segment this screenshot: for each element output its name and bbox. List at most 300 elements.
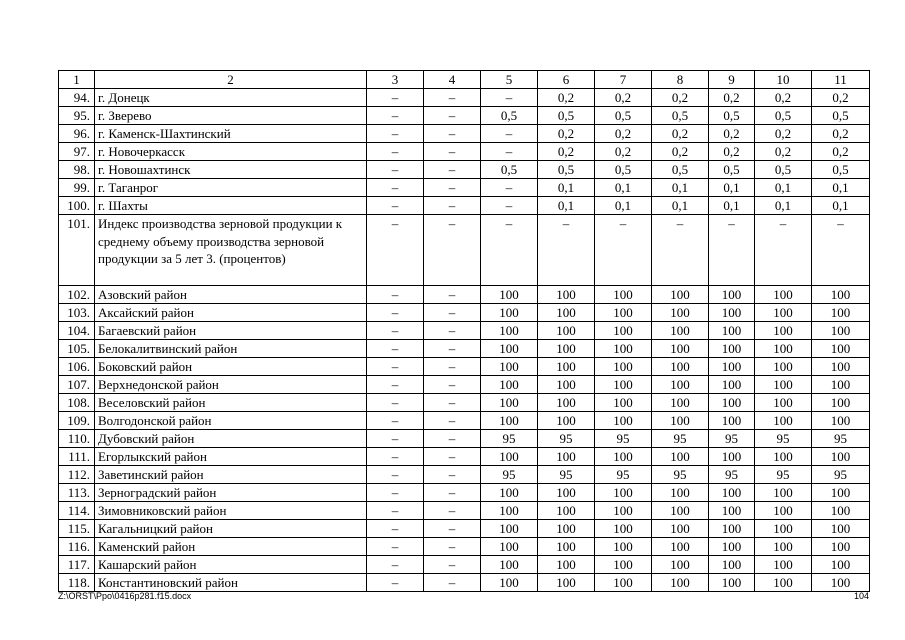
value-cell: – bbox=[424, 107, 481, 125]
value-cell: 100 bbox=[755, 376, 812, 394]
value-cell: – bbox=[424, 215, 481, 286]
table-row bbox=[59, 466, 870, 484]
value-cell: 100 bbox=[709, 520, 755, 538]
value-cell: – bbox=[481, 215, 538, 286]
value-cell: 100 bbox=[709, 412, 755, 430]
value-cell: 0,2 bbox=[812, 143, 870, 161]
value-cell: – bbox=[367, 466, 424, 484]
value-cell: 0,5 bbox=[595, 161, 652, 179]
table-row bbox=[59, 502, 870, 520]
row-number-cell: 118. bbox=[59, 574, 95, 592]
value-cell: – bbox=[367, 107, 424, 125]
table-row bbox=[59, 340, 870, 358]
row-number-cell: 104. bbox=[59, 322, 95, 340]
value-cell: 0,2 bbox=[652, 125, 709, 143]
value-cell: – bbox=[424, 89, 481, 107]
value-cell: – bbox=[424, 538, 481, 556]
value-cell: 0,2 bbox=[755, 89, 812, 107]
value-cell: 100 bbox=[538, 520, 595, 538]
row-name-cell: Верхнедонской район bbox=[95, 376, 367, 394]
value-cell: 100 bbox=[595, 502, 652, 520]
value-cell: 0,1 bbox=[538, 197, 595, 215]
value-cell: 100 bbox=[481, 448, 538, 466]
value-cell: 100 bbox=[755, 538, 812, 556]
value-cell: – bbox=[367, 304, 424, 322]
row-name-cell: Зимовниковский район bbox=[95, 502, 367, 520]
value-cell: 100 bbox=[652, 322, 709, 340]
value-cell: 95 bbox=[812, 430, 870, 448]
value-cell: 0,1 bbox=[812, 179, 870, 197]
value-cell: 100 bbox=[481, 340, 538, 358]
row-number-cell: 103. bbox=[59, 304, 95, 322]
value-cell: 0,5 bbox=[812, 107, 870, 125]
row-number-cell: 108. bbox=[59, 394, 95, 412]
row-name-cell: г. Зверево bbox=[95, 107, 367, 125]
row-name-cell: Каменский район bbox=[95, 538, 367, 556]
value-cell: 95 bbox=[481, 466, 538, 484]
row-name-cell: Азовский район bbox=[95, 286, 367, 304]
value-cell: – bbox=[367, 394, 424, 412]
value-cell: 100 bbox=[812, 448, 870, 466]
row-number-cell: 109. bbox=[59, 412, 95, 430]
value-cell: 100 bbox=[709, 484, 755, 502]
value-cell: 100 bbox=[595, 448, 652, 466]
value-cell: 0,1 bbox=[709, 197, 755, 215]
value-cell: 0,2 bbox=[709, 89, 755, 107]
value-cell: 100 bbox=[652, 556, 709, 574]
value-cell: 95 bbox=[709, 466, 755, 484]
value-cell: 100 bbox=[709, 556, 755, 574]
value-cell: – bbox=[538, 215, 595, 286]
value-cell: 100 bbox=[709, 394, 755, 412]
table-row bbox=[59, 448, 870, 466]
value-cell: – bbox=[367, 520, 424, 538]
column-header: 7 bbox=[595, 71, 652, 89]
row-number-cell: 117. bbox=[59, 556, 95, 574]
value-cell: 100 bbox=[709, 322, 755, 340]
row-name-cell: Боковский район bbox=[95, 358, 367, 376]
value-cell: 0,2 bbox=[595, 89, 652, 107]
value-cell: 100 bbox=[812, 502, 870, 520]
row-number-cell: 102. bbox=[59, 286, 95, 304]
value-cell: 100 bbox=[481, 286, 538, 304]
value-cell: 100 bbox=[755, 574, 812, 592]
value-cell: 100 bbox=[709, 358, 755, 376]
value-cell: 100 bbox=[538, 394, 595, 412]
value-cell: 100 bbox=[652, 574, 709, 592]
row-name-cell: Багаевский район bbox=[95, 322, 367, 340]
value-cell: 0,5 bbox=[595, 107, 652, 125]
value-cell: – bbox=[367, 197, 424, 215]
value-cell: – bbox=[424, 394, 481, 412]
table-row bbox=[59, 574, 870, 592]
table-row bbox=[59, 520, 870, 538]
row-number-cell: 116. bbox=[59, 538, 95, 556]
value-cell: 0,2 bbox=[709, 143, 755, 161]
table-row bbox=[59, 538, 870, 556]
value-cell: – bbox=[481, 143, 538, 161]
value-cell: – bbox=[709, 215, 755, 286]
value-cell: – bbox=[424, 304, 481, 322]
value-cell: 0,1 bbox=[755, 179, 812, 197]
value-cell: 95 bbox=[595, 430, 652, 448]
value-cell: 100 bbox=[755, 484, 812, 502]
value-cell: 0,2 bbox=[538, 125, 595, 143]
value-cell: 95 bbox=[709, 430, 755, 448]
value-cell: 0,2 bbox=[595, 143, 652, 161]
row-name-cell: Белокалитвинский район bbox=[95, 340, 367, 358]
column-header: 1 bbox=[59, 71, 95, 89]
value-cell: 100 bbox=[538, 556, 595, 574]
value-cell: 0,1 bbox=[595, 179, 652, 197]
value-cell: 100 bbox=[812, 556, 870, 574]
value-cell: 100 bbox=[595, 412, 652, 430]
value-cell: 100 bbox=[812, 358, 870, 376]
value-cell: 100 bbox=[595, 340, 652, 358]
value-cell: 100 bbox=[755, 340, 812, 358]
value-cell: – bbox=[367, 215, 424, 286]
value-cell: 100 bbox=[595, 394, 652, 412]
value-cell: – bbox=[367, 430, 424, 448]
value-cell: 100 bbox=[709, 286, 755, 304]
row-number-cell: 106. bbox=[59, 358, 95, 376]
data-table bbox=[58, 70, 870, 592]
value-cell: – bbox=[424, 502, 481, 520]
value-cell: 100 bbox=[755, 304, 812, 322]
table-row bbox=[59, 556, 870, 574]
value-cell: 100 bbox=[755, 556, 812, 574]
table-body bbox=[59, 89, 870, 592]
value-cell: – bbox=[367, 574, 424, 592]
value-cell: 100 bbox=[595, 538, 652, 556]
table-row bbox=[59, 484, 870, 502]
row-name-cell: Заветинский район bbox=[95, 466, 367, 484]
value-cell: 100 bbox=[538, 412, 595, 430]
value-cell: – bbox=[424, 143, 481, 161]
table-row bbox=[59, 161, 870, 179]
value-cell: 95 bbox=[595, 466, 652, 484]
value-cell: 100 bbox=[538, 304, 595, 322]
value-cell: 100 bbox=[595, 286, 652, 304]
value-cell: 100 bbox=[709, 538, 755, 556]
column-header: 3 bbox=[367, 71, 424, 89]
value-cell: – bbox=[424, 556, 481, 574]
column-header: 11 bbox=[812, 71, 870, 89]
value-cell: 100 bbox=[595, 304, 652, 322]
value-cell: 100 bbox=[652, 358, 709, 376]
value-cell: – bbox=[755, 215, 812, 286]
row-number-cell: 107. bbox=[59, 376, 95, 394]
table-row bbox=[59, 197, 870, 215]
value-cell: 100 bbox=[538, 358, 595, 376]
value-cell: 0,1 bbox=[652, 179, 709, 197]
value-cell: 0,1 bbox=[812, 197, 870, 215]
value-cell: 100 bbox=[812, 520, 870, 538]
value-cell: – bbox=[812, 215, 870, 286]
value-cell: 0,2 bbox=[755, 143, 812, 161]
value-cell: 0,5 bbox=[709, 107, 755, 125]
value-cell: 0,5 bbox=[755, 161, 812, 179]
row-number-cell: 95. bbox=[59, 107, 95, 125]
value-cell: 100 bbox=[481, 304, 538, 322]
value-cell: 100 bbox=[755, 412, 812, 430]
value-cell: – bbox=[424, 125, 481, 143]
value-cell: 95 bbox=[538, 430, 595, 448]
value-cell: 100 bbox=[481, 376, 538, 394]
value-cell: 100 bbox=[595, 520, 652, 538]
value-cell: – bbox=[367, 89, 424, 107]
value-cell: 100 bbox=[652, 304, 709, 322]
value-cell: 100 bbox=[595, 574, 652, 592]
value-cell: 95 bbox=[652, 430, 709, 448]
value-cell: 100 bbox=[481, 502, 538, 520]
row-number-cell: 112. bbox=[59, 466, 95, 484]
value-cell: – bbox=[424, 484, 481, 502]
value-cell: 100 bbox=[538, 376, 595, 394]
row-number-cell: 114. bbox=[59, 502, 95, 520]
value-cell: 100 bbox=[709, 376, 755, 394]
value-cell: 0,2 bbox=[652, 143, 709, 161]
value-cell: 100 bbox=[538, 502, 595, 520]
row-name-cell: Дубовский район bbox=[95, 430, 367, 448]
value-cell: 100 bbox=[538, 340, 595, 358]
value-cell: – bbox=[424, 412, 481, 430]
value-cell: 100 bbox=[481, 394, 538, 412]
value-cell: 95 bbox=[812, 466, 870, 484]
value-cell: – bbox=[424, 376, 481, 394]
column-header: 10 bbox=[755, 71, 812, 89]
value-cell: 95 bbox=[652, 466, 709, 484]
value-cell: 100 bbox=[595, 484, 652, 502]
value-cell: 100 bbox=[652, 448, 709, 466]
value-cell: 0,1 bbox=[652, 197, 709, 215]
value-cell: – bbox=[367, 484, 424, 502]
row-name-cell: Веселовский район bbox=[95, 394, 367, 412]
row-number-cell: 113. bbox=[59, 484, 95, 502]
row-name-cell: Индекс производства зерновой продукции к среднему объему производства зерновой продукции за 5 лет 3. (процентов) bbox=[95, 215, 367, 286]
row-number-cell: 94. bbox=[59, 89, 95, 107]
value-cell: 100 bbox=[481, 412, 538, 430]
value-cell: – bbox=[367, 412, 424, 430]
value-cell: 0,2 bbox=[652, 89, 709, 107]
row-name-cell: Аксайский район bbox=[95, 304, 367, 322]
column-header: 5 bbox=[481, 71, 538, 89]
value-cell: – bbox=[367, 143, 424, 161]
table-row bbox=[59, 143, 870, 161]
value-cell: 100 bbox=[652, 286, 709, 304]
value-cell: 100 bbox=[755, 520, 812, 538]
value-cell: 100 bbox=[481, 574, 538, 592]
row-number-cell: 105. bbox=[59, 340, 95, 358]
value-cell: – bbox=[481, 179, 538, 197]
value-cell: 100 bbox=[812, 286, 870, 304]
value-cell: 100 bbox=[709, 304, 755, 322]
table-row bbox=[59, 125, 870, 143]
value-cell: 0,2 bbox=[538, 143, 595, 161]
value-cell: 100 bbox=[652, 394, 709, 412]
value-cell: 100 bbox=[755, 322, 812, 340]
value-cell: 0,5 bbox=[652, 161, 709, 179]
value-cell: 100 bbox=[481, 520, 538, 538]
row-name-cell: Зерноградский район bbox=[95, 484, 367, 502]
table-row bbox=[59, 430, 870, 448]
value-cell: 100 bbox=[652, 520, 709, 538]
value-cell: 100 bbox=[652, 484, 709, 502]
value-cell: – bbox=[424, 448, 481, 466]
value-cell: – bbox=[367, 286, 424, 304]
value-cell: 100 bbox=[538, 322, 595, 340]
value-cell: – bbox=[424, 340, 481, 358]
table-row bbox=[59, 107, 870, 125]
value-cell: 100 bbox=[755, 394, 812, 412]
value-cell: 0,2 bbox=[595, 125, 652, 143]
row-number-cell: 98. bbox=[59, 161, 95, 179]
value-cell: – bbox=[424, 520, 481, 538]
value-cell: 100 bbox=[481, 322, 538, 340]
value-cell: – bbox=[367, 556, 424, 574]
value-cell: 95 bbox=[755, 430, 812, 448]
table-row bbox=[59, 394, 870, 412]
column-header: 2 bbox=[95, 71, 367, 89]
row-name-cell: Кашарский район bbox=[95, 556, 367, 574]
value-cell: – bbox=[367, 358, 424, 376]
value-cell: 100 bbox=[755, 286, 812, 304]
row-name-cell: Кагальницкий район bbox=[95, 520, 367, 538]
value-cell: 0,5 bbox=[538, 161, 595, 179]
value-cell: 100 bbox=[595, 322, 652, 340]
value-cell: – bbox=[367, 538, 424, 556]
row-number-cell: 100. bbox=[59, 197, 95, 215]
value-cell: 95 bbox=[538, 466, 595, 484]
value-cell: – bbox=[424, 179, 481, 197]
table-row bbox=[59, 179, 870, 197]
value-cell: 100 bbox=[709, 448, 755, 466]
value-cell: – bbox=[424, 286, 481, 304]
value-cell: 0,5 bbox=[812, 161, 870, 179]
value-cell: 100 bbox=[709, 340, 755, 358]
footer-file-path: Z:\ORST\Ppo\0416p281.f15.docx bbox=[58, 591, 192, 601]
row-name-cell: г. Каменск-Шахтинский bbox=[95, 125, 367, 143]
value-cell: 100 bbox=[538, 574, 595, 592]
value-cell: 100 bbox=[481, 358, 538, 376]
value-cell: 100 bbox=[652, 538, 709, 556]
value-cell: 100 bbox=[709, 574, 755, 592]
value-cell: 0,2 bbox=[709, 125, 755, 143]
value-cell: 100 bbox=[812, 538, 870, 556]
value-cell: 0,5 bbox=[538, 107, 595, 125]
value-cell: 0,1 bbox=[595, 197, 652, 215]
table-row bbox=[59, 215, 870, 286]
value-cell: 100 bbox=[755, 358, 812, 376]
row-name-cell: г. Новошахтинск bbox=[95, 161, 367, 179]
value-cell: – bbox=[424, 322, 481, 340]
row-number-cell: 115. bbox=[59, 520, 95, 538]
row-number-cell: 111. bbox=[59, 448, 95, 466]
row-number-cell: 101. bbox=[59, 215, 95, 286]
value-cell: – bbox=[367, 502, 424, 520]
value-cell: 100 bbox=[538, 286, 595, 304]
value-cell: 100 bbox=[755, 502, 812, 520]
value-cell: – bbox=[424, 161, 481, 179]
row-name-cell: г. Новочеркасск bbox=[95, 143, 367, 161]
column-header: 6 bbox=[538, 71, 595, 89]
value-cell: – bbox=[595, 215, 652, 286]
table-row bbox=[59, 412, 870, 430]
value-cell: 100 bbox=[812, 322, 870, 340]
row-number-cell: 110. bbox=[59, 430, 95, 448]
table-row bbox=[59, 376, 870, 394]
value-cell: – bbox=[367, 125, 424, 143]
row-name-cell: г. Таганрог bbox=[95, 179, 367, 197]
value-cell: 100 bbox=[481, 484, 538, 502]
value-cell: 0,5 bbox=[755, 107, 812, 125]
value-cell: – bbox=[367, 161, 424, 179]
value-cell: – bbox=[367, 179, 424, 197]
row-name-cell: Егорлыкский район bbox=[95, 448, 367, 466]
value-cell: 0,1 bbox=[709, 179, 755, 197]
value-cell: 100 bbox=[812, 394, 870, 412]
value-cell: 0,5 bbox=[652, 107, 709, 125]
value-cell: 0,1 bbox=[755, 197, 812, 215]
value-cell: 100 bbox=[481, 556, 538, 574]
value-cell: 100 bbox=[652, 340, 709, 358]
value-cell: 100 bbox=[812, 412, 870, 430]
value-cell: 100 bbox=[538, 538, 595, 556]
value-cell: 95 bbox=[481, 430, 538, 448]
value-cell: 100 bbox=[538, 484, 595, 502]
value-cell: 0,2 bbox=[812, 125, 870, 143]
row-name-cell: г. Донецк bbox=[95, 89, 367, 107]
row-name-cell: Константиновский район bbox=[95, 574, 367, 592]
value-cell: 100 bbox=[755, 448, 812, 466]
row-name-cell: Волгодонской район bbox=[95, 412, 367, 430]
row-number-cell: 99. bbox=[59, 179, 95, 197]
value-cell: – bbox=[652, 215, 709, 286]
value-cell: – bbox=[367, 376, 424, 394]
value-cell: 100 bbox=[595, 376, 652, 394]
value-cell: – bbox=[424, 466, 481, 484]
value-cell: – bbox=[424, 197, 481, 215]
value-cell: 0,2 bbox=[755, 125, 812, 143]
value-cell: 100 bbox=[812, 340, 870, 358]
value-cell: – bbox=[424, 574, 481, 592]
table-row bbox=[59, 286, 870, 304]
value-cell: – bbox=[481, 89, 538, 107]
value-cell: 0,5 bbox=[481, 107, 538, 125]
column-header: 8 bbox=[652, 71, 709, 89]
value-cell: 95 bbox=[755, 466, 812, 484]
value-cell: 0,2 bbox=[538, 89, 595, 107]
footer-page-number: 104 bbox=[853, 591, 869, 601]
value-cell: 100 bbox=[538, 448, 595, 466]
column-header: 4 bbox=[424, 71, 481, 89]
row-name-cell: г. Шахты bbox=[95, 197, 367, 215]
table-row bbox=[59, 304, 870, 322]
table-row bbox=[59, 322, 870, 340]
row-number-cell: 97. bbox=[59, 143, 95, 161]
value-cell: 100 bbox=[652, 502, 709, 520]
value-cell: 100 bbox=[595, 556, 652, 574]
value-cell: – bbox=[424, 430, 481, 448]
value-cell: – bbox=[424, 358, 481, 376]
value-cell: 100 bbox=[595, 358, 652, 376]
table-row bbox=[59, 89, 870, 107]
value-cell: 0,5 bbox=[481, 161, 538, 179]
table-row bbox=[59, 358, 870, 376]
value-cell: – bbox=[367, 322, 424, 340]
value-cell: 100 bbox=[652, 376, 709, 394]
value-cell: 0,5 bbox=[709, 161, 755, 179]
